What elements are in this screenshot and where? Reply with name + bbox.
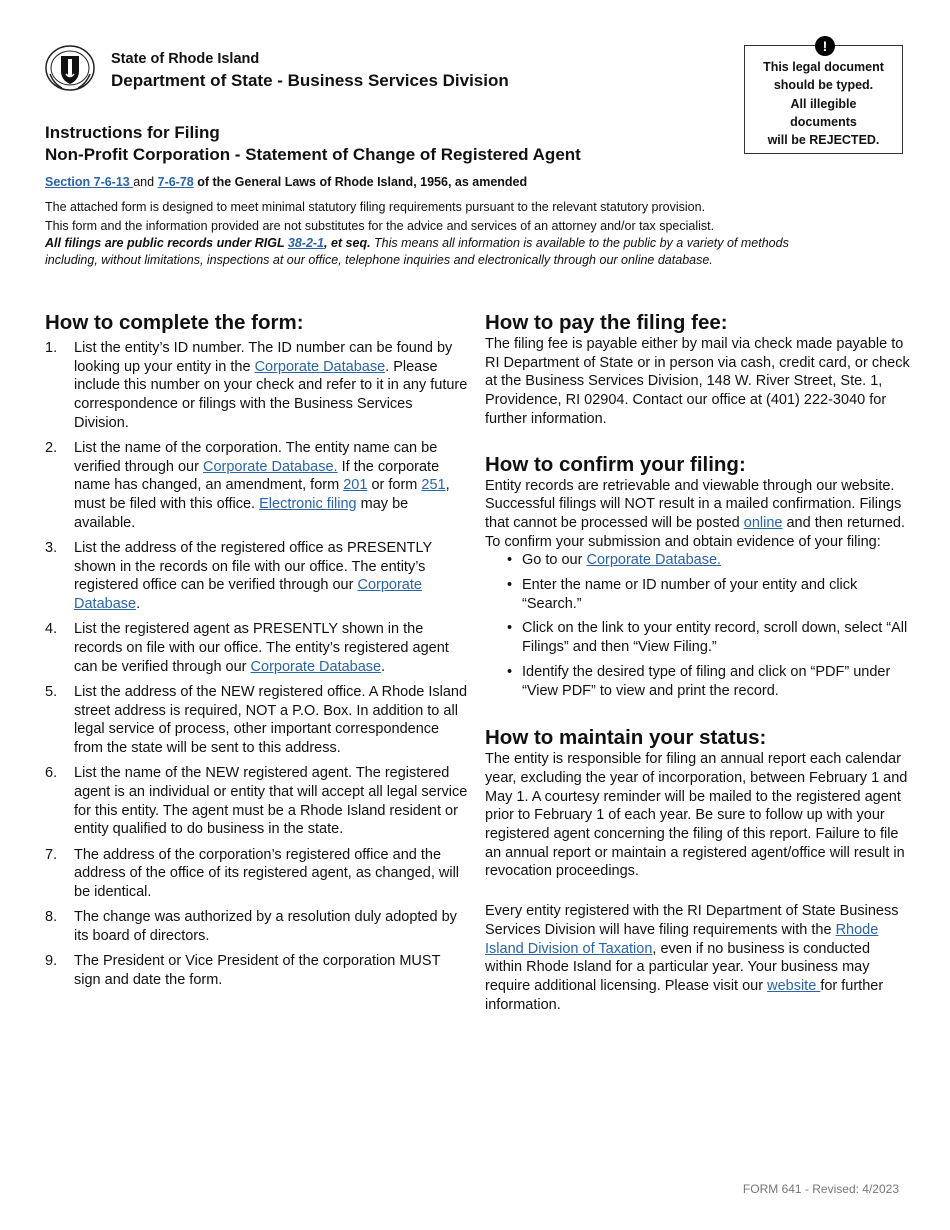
division-of-taxation-link[interactable]: Rhode Island Division of Taxation — [485, 921, 879, 957]
corporate-database-link[interactable]: Corporate Database — [250, 658, 382, 675]
maintain-status-text: The entity is responsible for filing an annual report each calendar year, excluding the year of incorporation, between February 1 and May 1. A courtesy reminder will be mailed to the registered agent prior to February 1 of each year. Be sure to follow up with your registered agent concerning the filing of this report. Failure to file an annual report or maintain a registered agent/office will result in revocation proceedings. — [485, 751, 908, 880]
list-item: 7. The address of the corporation’s registered office and the address of the office of its registered agent, as changed, will be identical. — [45, 846, 460, 900]
complete-form-heading: How to complete the form: — [45, 311, 304, 334]
corporate-database-link[interactable]: Corporate Database. — [586, 552, 722, 569]
rigl-38-2-1-link[interactable]: 38-2-1 — [287, 236, 325, 250]
section-7-6-13-link[interactable]: Section 7-6-13 — [45, 175, 134, 189]
confirm-filing-heading: How to confirm your filing: — [485, 452, 746, 476]
pay-fee-heading: How to pay the filing fee: — [485, 311, 728, 334]
taxation-text: Every entity registered with the RI Department of State Business Services Division will have filing requirements with the Rhode Island Division of Taxation, even if no business is conducted within Rhode Island for a particular year. Your business may require additional licensing. Please visit our website for further information. — [485, 903, 899, 1013]
warning-line: should be typed. — [773, 78, 874, 93]
list-item: 3. List the address of the registered office as PRESENTLY shown in the records on file with our office. The entity’s registered office can be verified through our Corporate Database. — [45, 540, 432, 613]
online-link[interactable]: online — [743, 514, 783, 531]
pay-fee-text: The filing fee is payable either by mail via check made payable to RI Department of State or in person via cash, credit card, or check at the Business Services Division, 148 W. River Street, Ste. 1, Providence, RI 02904. Contact our office at (401) 222-3040 for further information. — [485, 336, 910, 427]
department-name: Department of State - Business Services Division — [111, 71, 509, 90]
list-item: 4. List the registered agent as PRESENTLY shown in the records on file with our office. The entity’s registered agent can be verified through our Corporate Database. — [45, 621, 449, 675]
intro-p3: All filings are public records under RIGL 38-2-1, et seq. This means all information is available to the public by a variety of methods including, without limitations, inspections at our office, telephone inquiries and electronically through our online database. — [45, 236, 789, 267]
list-item: • Go to our Corporate Database. — [507, 552, 722, 569]
right-column — [485, 311, 910, 1014]
list-item: 1. List the entity’s ID number. The ID number can be found by looking up your entity in the Corporate Database. Please include this number on your check and refer to it in any future correspondence or filings with the Business Services Division. — [45, 340, 468, 431]
list-item: 6. List the name of the NEW registered agent. The registered agent is an individual or entity that will accept all legal service for this entity. The agent must be a Rhode Island resident or entity qualified to do business in the state. — [45, 765, 468, 838]
warning-box — [744, 38, 903, 154]
form-title: Non-Profit Corporation - Statement of Change of Registered Agent — [45, 145, 581, 164]
list-item: 8. The change was authorized by a resolution duly adopted by its board of directors. — [45, 909, 457, 944]
law-and: and — [133, 175, 158, 189]
corporate-database-link[interactable]: Corporate Database — [254, 358, 386, 375]
form-footer: FORM 641 - Revised: 4/2023 — [742, 1182, 899, 1196]
intro-p1: The attached form is designed to meet minimal statutory filing requirements pursuant to the relevant statutory provision. — [45, 200, 706, 214]
website-link[interactable]: website — [767, 977, 821, 994]
corporate-database-link[interactable]: Corporate Database — [74, 577, 422, 613]
maintain-status-heading: How to maintain your status: — [485, 726, 767, 750]
electronic-filing-link[interactable]: Electronic filing — [259, 496, 357, 513]
list-item: • Identify the desired type of filing and click on “PDF” under “View PDF” to view and print the record. — [507, 663, 891, 699]
confirm-steps-list — [485, 551, 910, 700]
warning-line: documents — [790, 114, 857, 129]
list-item: 2. List the name of the corporation. The entity name can be verified through our Corporate Database. If the corporate name has changed, an amendment, form 201 or form 251, must be filed with this office. Electronic filing may be available. — [45, 440, 450, 531]
rhode-island-seal-icon — [44, 44, 96, 92]
confirm-filing-text: Entity records are retrievable and viewable through our website. Successful filings will NOT result in a mailed confirmation. Filings that cannot be processed will be posted online and then returned. To confirm your submission and obtain evidence of your filing: — [485, 477, 905, 550]
law-rest: of the General Laws of Rhode Island, 1956, as amended — [193, 175, 528, 189]
list-item: • Enter the name or ID number of your entity and click “Search.” — [507, 577, 858, 612]
intro-p2: This form and the information provided are not substitutes for the advice and services of an attorney and/or tax specialist. — [45, 219, 715, 233]
complete-form-section — [45, 311, 470, 996]
warning-line: will be REJECTED. — [767, 133, 880, 148]
instructions-title: Instructions for Filing — [45, 123, 220, 142]
section-7-6-78-link[interactable]: 7-6-78 — [157, 175, 194, 189]
form-201-link[interactable]: 201 — [343, 477, 368, 494]
steps-list — [45, 339, 470, 990]
exclamation-icon: ! — [815, 36, 835, 56]
list-item: • Click on the link to your entity record, scroll down, select “All Filings” and then “View Filing.” — [507, 620, 908, 656]
warning-line: All illegible — [790, 96, 857, 111]
list-item: 5. List the address of the NEW registered office. A Rhode Island street address is required, NOT a P.O. Box. In addition to all legal service of process, other important correspondence from the state will be sent to this address. — [45, 683, 468, 757]
form-251-link[interactable]: 251 — [421, 477, 446, 494]
corporate-database-link[interactable]: Corporate Database. — [202, 458, 338, 475]
warning-line: This legal document — [763, 60, 884, 74]
intro-text — [45, 199, 825, 269]
list-item: 9. The President or Vice President of the corporation MUST sign and date the form. — [45, 953, 441, 988]
state-name: State of Rhode Island — [111, 51, 260, 67]
law-reference — [45, 175, 527, 189]
